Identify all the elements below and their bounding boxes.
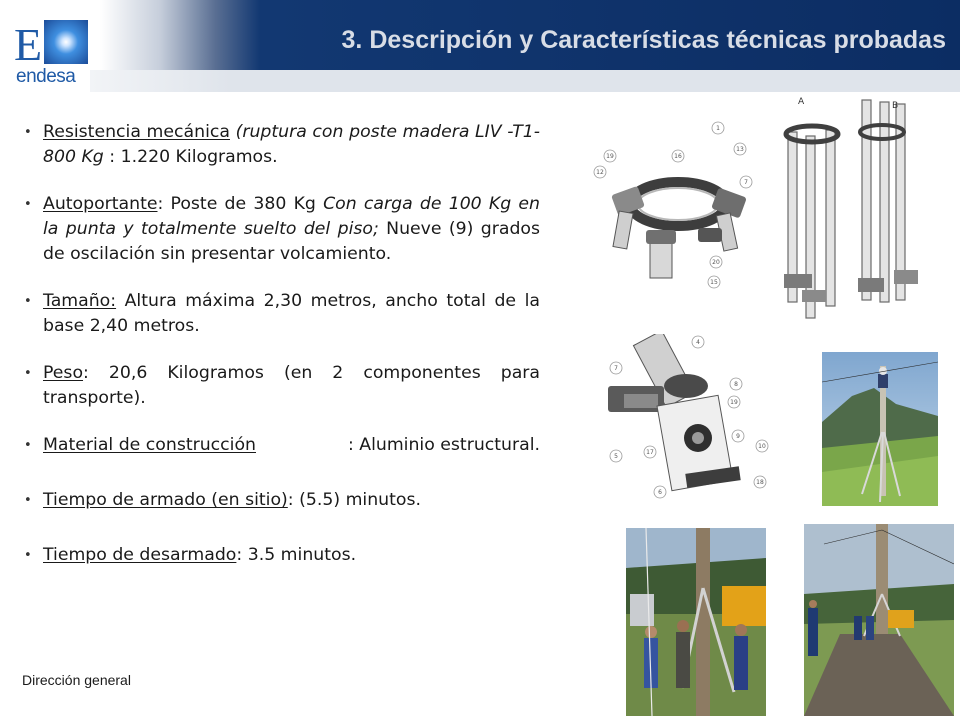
footer-text: Dirección general (22, 672, 131, 688)
callout-label: 16 (674, 153, 682, 160)
item-note: (ruptura con poste madera LIV -T1- 800 Kg (43, 122, 540, 167)
callout-label: 8 (734, 381, 738, 388)
callout-label: 12 (596, 169, 604, 176)
callout-label: 13 (736, 146, 744, 153)
callout-label: 9 (736, 433, 740, 440)
pole-label-b: B (892, 101, 899, 111)
callout-label: 15 (710, 279, 718, 286)
callout-label: 4 (696, 339, 700, 346)
logo-wordmark: endesa (16, 66, 76, 87)
item-label: Peso (43, 363, 84, 383)
item-note: Con carga de 100 Kg en la punta y totalmente suelto del piso; (43, 194, 540, 239)
item-text: : 1.220 Kilogramos. (103, 147, 278, 167)
list-item (22, 289, 540, 339)
callout-label: 17 (646, 449, 654, 456)
field-photo-mountain (822, 352, 938, 506)
bullet-icon: • (24, 294, 32, 309)
list-item (22, 192, 540, 267)
header-stripe (90, 70, 960, 92)
list-item (22, 488, 540, 513)
item-text: Altura máxima 2,30 metros, ancho total de la base 2,40 metros. (43, 291, 540, 336)
item-text: : 20,6 Kilogramos (en 2 componentes para transporte). (43, 363, 540, 408)
list-item (22, 543, 540, 568)
slide-title: 3. Descripción y Características técnicas probadas (341, 26, 946, 54)
callout-label: 19 (606, 153, 614, 160)
callout-label: 5 (614, 453, 618, 460)
item-label: Tiempo de armado (en sitio) (43, 490, 288, 510)
endesa-logo (14, 18, 92, 90)
list-item (22, 120, 540, 170)
callout-label: 7 (744, 179, 748, 186)
field-photo-crew (626, 528, 766, 716)
item-text: : (5.5) minutos. (287, 490, 421, 510)
item-label: Tiempo de desarmado (43, 545, 237, 565)
item-label: Resistencia mecánica (43, 122, 230, 142)
item-text: : Aluminio estructural. (347, 435, 540, 455)
bullet-icon: • (24, 438, 32, 453)
bullet-icon: • (24, 548, 32, 563)
item-text-after: Nueve (9) grados de oscilación sin presentar volcamiento. (43, 219, 540, 264)
poles-diagram (776, 92, 944, 324)
bullet-icon: • (24, 125, 32, 140)
bullet-icon: • (24, 197, 32, 212)
joint-diagram (604, 334, 774, 504)
list-item (22, 361, 540, 411)
pole-label-a: A (798, 97, 805, 107)
slide-header (0, 0, 960, 92)
logo-letter: E (14, 19, 43, 70)
callout-label: 10 (758, 443, 766, 450)
list-item (22, 433, 540, 458)
clamp-diagram (588, 112, 762, 304)
item-label: Tamaño: (43, 291, 117, 311)
callout-label: 18 (756, 479, 764, 486)
item-text: : 3.5 minutos. (236, 545, 357, 565)
bullet-icon: • (24, 366, 32, 381)
callout-label: 1 (716, 125, 720, 132)
spec-list (22, 120, 540, 590)
callout-label: 20 (712, 259, 720, 266)
callout-label: 6 (658, 489, 662, 496)
bullet-icon: • (24, 493, 32, 508)
item-text: : Poste de 380 Kg (157, 194, 324, 214)
callout-label: 19 (730, 399, 738, 406)
item-label: Autoportante (43, 194, 158, 214)
logo-star-icon (44, 20, 88, 64)
callout-label: 7 (614, 365, 618, 372)
field-photo-road (804, 524, 954, 716)
item-label: Material de construcción (43, 435, 256, 455)
